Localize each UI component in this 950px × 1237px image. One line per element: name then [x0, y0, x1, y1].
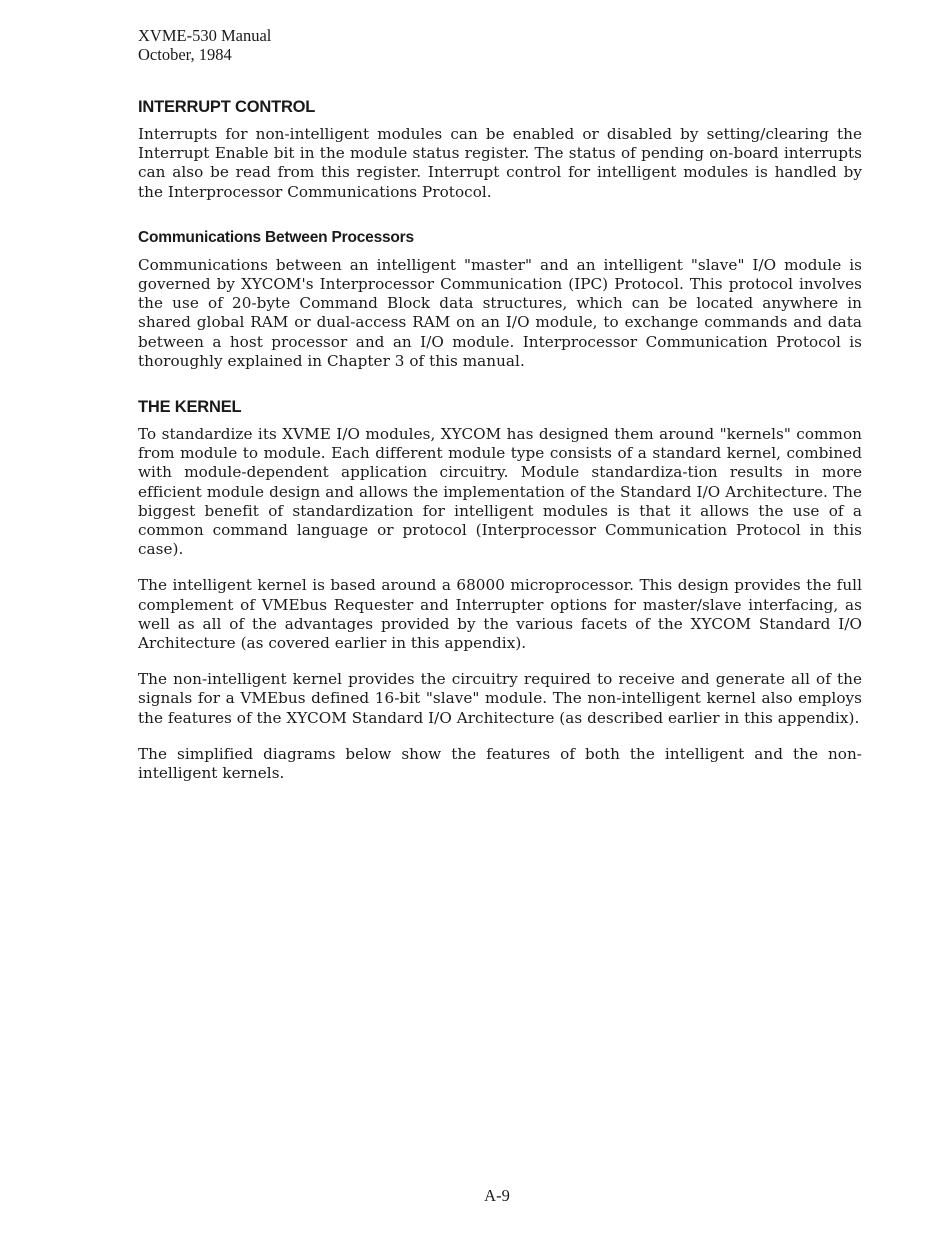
manual-title: XVME-530 Manual	[138, 26, 272, 45]
heading-communications: Communications Between Processors	[138, 228, 414, 246]
document-page	[138, 26, 862, 783]
paragraph-kernel-diagrams: The simplified diagrams below show the features of both the intelligent and the non-intelligent kernels.	[138, 744, 862, 783]
paragraph-kernel-non-intelligent: The non-intelligent kernel provides the circuitry required to receive and generate all of the signals for a VMEbus defined 16-bit "slave" module. The non-intelligent kernel also employs the features of the XYCOM Standard I/O Architecture (as described earlier in this appendix).	[138, 670, 862, 727]
document-header	[138, 26, 862, 64]
heading-interrupt-control: INTERRUPT CONTROL	[138, 98, 316, 116]
page-number: A-9	[484, 1186, 510, 1205]
paragraph-communications: Communications between an intelligent "master" and an intelligent "slave" I/O module is governed by XYCOM's Interprocessor Communication (IPC) Protocol. This protocol involves the use of 20-byte Command Block data structures, which can be located anywhere in shared global RAM or dual-access RAM on an I/O module, to exchange commands and data between a host processor and an I/O module. Interprocessor Communication Protocol is thoroughly explained in Chapter 3 of this manual.	[138, 255, 862, 370]
paragraph-kernel-intelligent: The intelligent kernel is based around a 68000 microprocessor. This design provides the full complement of VMEbus Requester and Interrupter options for master/slave interfacing, as well as all of the advantages provided by the various facets of the XYCOM Standard I/O Architecture (as covered earlier in this appendix).	[138, 576, 862, 653]
paragraph-interrupt-control: Interrupts for non-intelligent modules can be enabled or disabled by setting/clearing the Interrupt Enable bit in the module status register. The status of pending on-board interrupts can also be read from this register. Interrupt control for intelligent modules is handled by the Interprocessor Communications Protocol.	[138, 125, 862, 201]
manual-date: October, 1984	[138, 45, 232, 64]
heading-the-kernel: THE KERNEL	[138, 398, 242, 417]
paragraph-kernel-standardize: To standardize its XVME I/O modules, XYCOM has designed them around "kernels" common from module to module. Each different module type consists of a standard kernel, combined with module-dependent application circuitry. Module standardiza-tion results in more efficient module design and allows the implementation of the Standard I/O Architecture. The biggest benefit of standardization for intelligent modules is that it allows the use of a common command language or protocol (Interprocessor Communication Protocol in this case).	[138, 425, 862, 559]
